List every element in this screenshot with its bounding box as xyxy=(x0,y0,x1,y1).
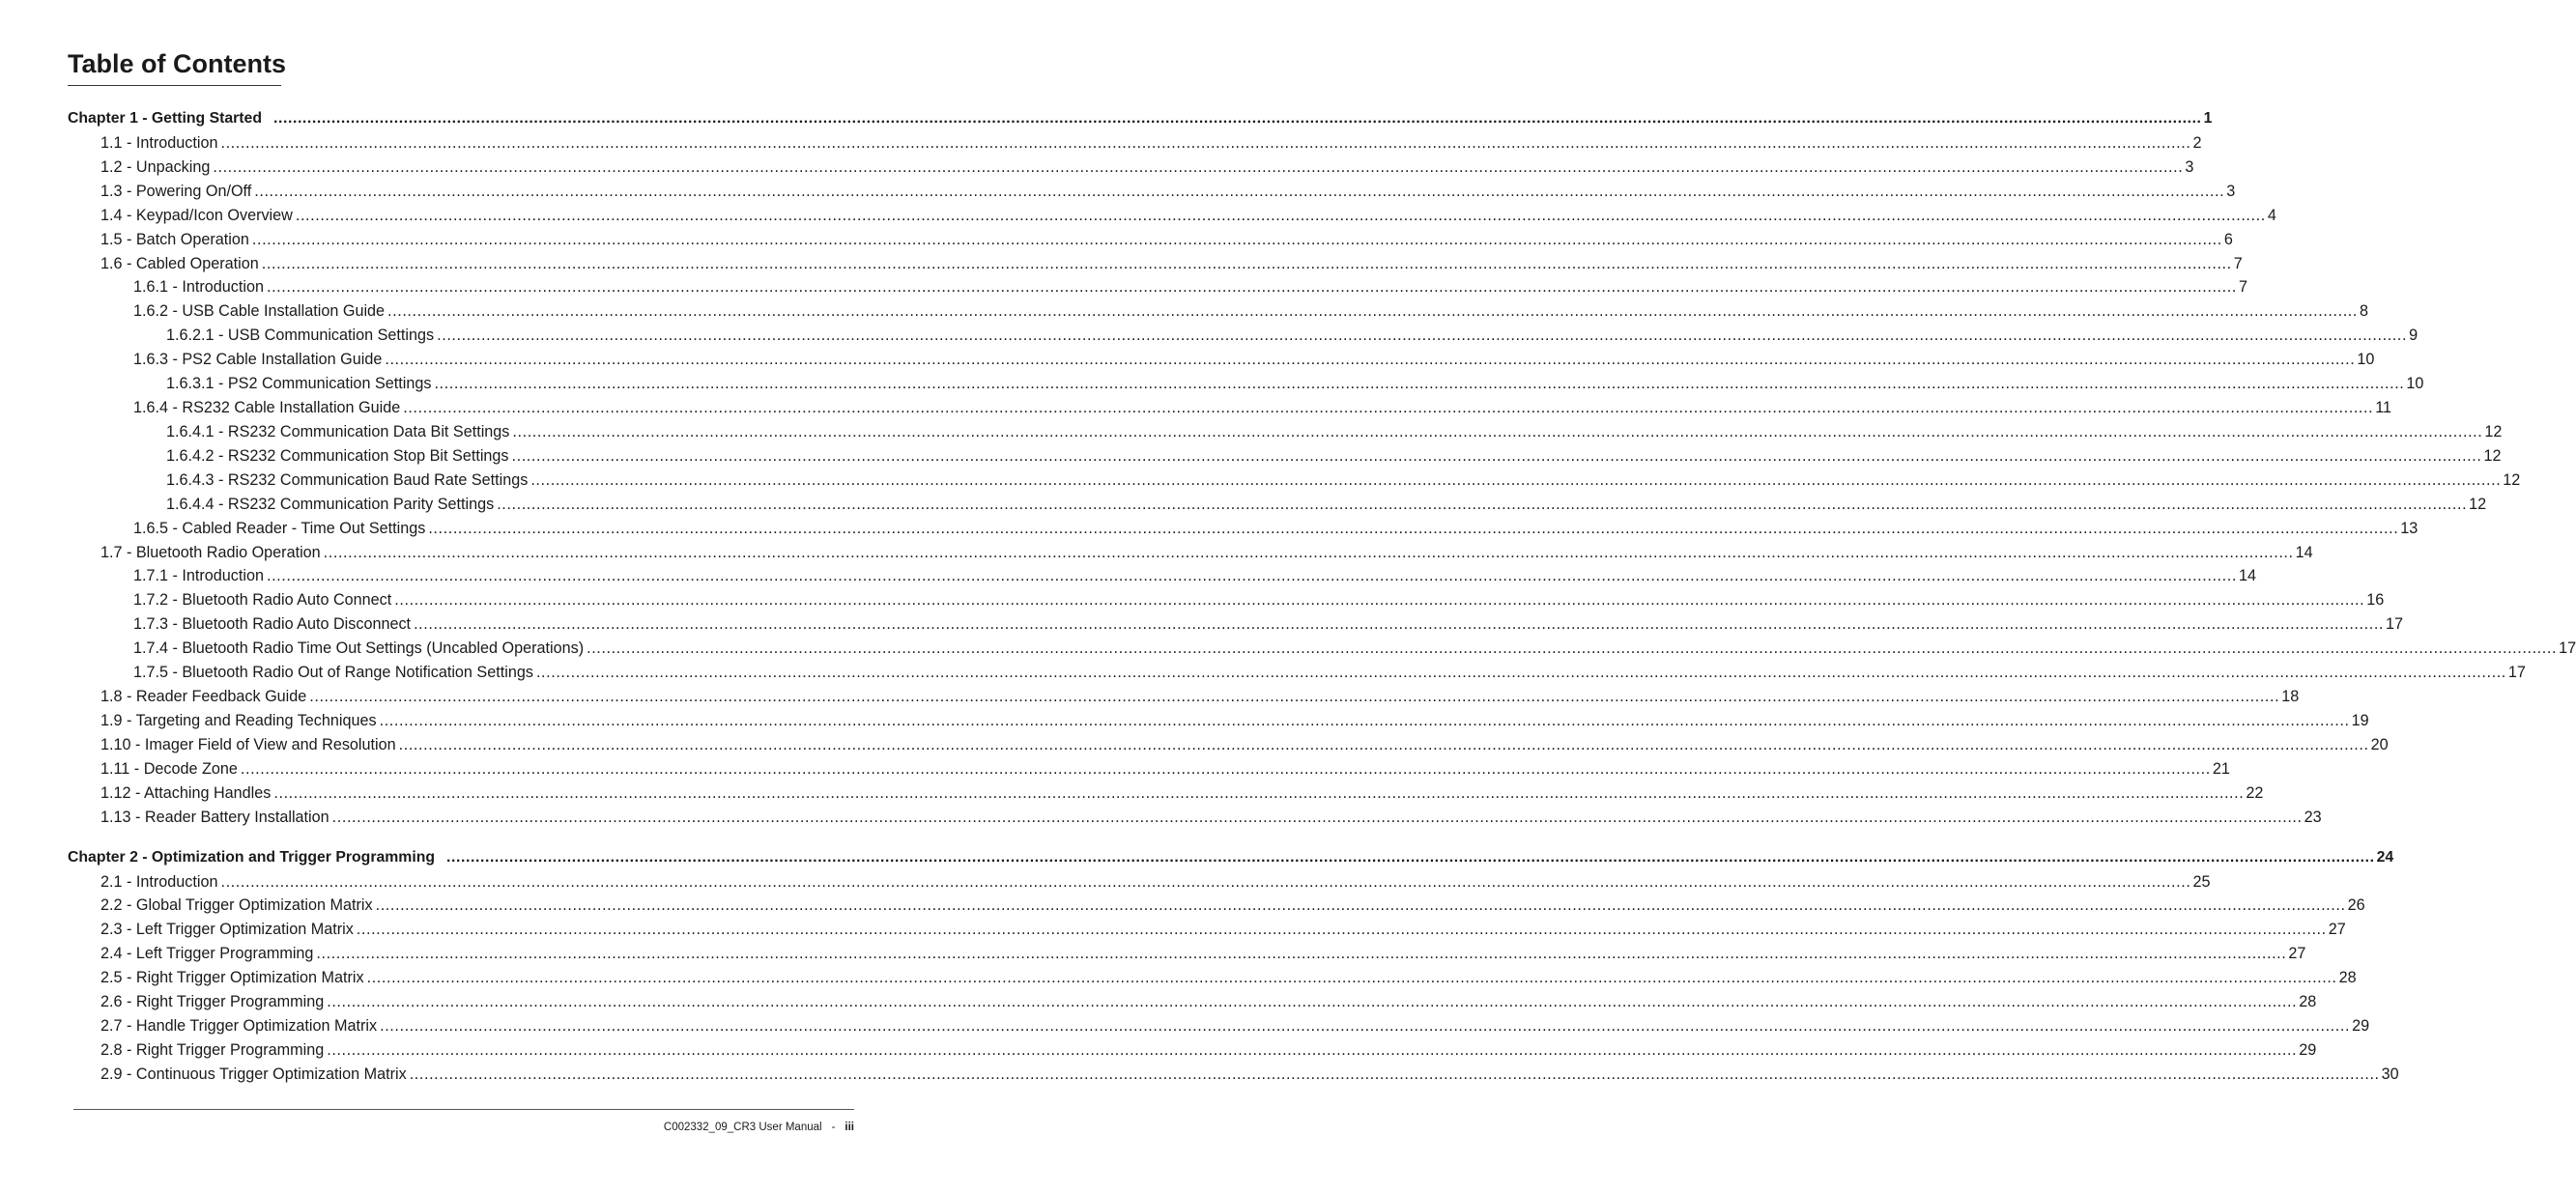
toc-dot-leader: ................................................................................................................................................................................................................................................................................................................................................................................................................ xyxy=(251,231,2222,248)
toc-entry-page-number: 7 xyxy=(2238,278,2247,296)
page-footer xyxy=(664,1120,854,1135)
toc-entry-title: 1.10 - Imager Field of View and Resolution xyxy=(100,736,396,753)
toc-dot-leader: ................................................................................................................................................................................................................................................................................................................................................................................................................ xyxy=(331,809,2303,826)
toc-entry-page-number: 3 xyxy=(2226,183,2236,200)
toc-dot-leader: ................................................................................................................................................................................................................................................................................................................................................................................................................ xyxy=(446,849,2375,866)
toc-entry[interactable] xyxy=(68,132,2202,154)
toc-entry-page-number: 11 xyxy=(2375,399,2392,416)
toc-entry-title: 1.11 - Decode Zone xyxy=(100,760,238,778)
toc-entry[interactable] xyxy=(68,1039,2317,1061)
toc-entry-page-number: 4 xyxy=(2267,207,2276,224)
toc-entry-page-number: 12 xyxy=(2469,496,2487,513)
toc-dot-leader: ................................................................................................................................................................................................................................................................................................................................................................................................................ xyxy=(385,351,2356,368)
toc-entry-title: 1.5 - Batch Operation xyxy=(100,231,249,248)
toc-entry[interactable] xyxy=(68,300,2369,322)
toc-entry[interactable] xyxy=(68,919,2346,940)
toc-dot-leader: ................................................................................................................................................................................................................................................................................................................................................................................................................ xyxy=(379,712,2350,729)
toc-entry[interactable] xyxy=(68,686,2300,707)
toc-entry-title: 1.1 - Introduction xyxy=(100,134,218,152)
toc-entry[interactable] xyxy=(68,373,2424,394)
toc-dot-leader: ................................................................................................................................................................................................................................................................................................................................................................................................................ xyxy=(327,993,2298,1010)
toc-entry[interactable] xyxy=(68,758,2230,780)
toc-entry[interactable] xyxy=(68,662,2526,683)
toc-dot-leader: ................................................................................................................................................................................................................................................................................................................................................................................................................ xyxy=(387,302,2359,320)
toc-entry-title: 1.7 - Bluetooth Radio Operation xyxy=(100,544,321,561)
toc-entry-page-number: 12 xyxy=(2484,423,2503,440)
toc-entry-title: 1.8 - Reader Feedback Guide xyxy=(100,688,307,705)
toc-chapter-entry[interactable] xyxy=(68,108,2213,129)
toc-entry-title: 1.6.4.3 - RS232 Communication Baud Rate Settings xyxy=(166,471,529,489)
toc-entry-title: 1.7.5 - Bluetooth Radio Out of Range Notification Settings xyxy=(133,664,533,681)
toc-dot-leader: ................................................................................................................................................................................................................................................................................................................................................................................................................ xyxy=(512,423,2483,440)
toc-dot-leader: ................................................................................................................................................................................................................................................................................................................................................................................................................ xyxy=(497,496,2468,513)
toc-entry-title: 1.13 - Reader Battery Installation xyxy=(100,809,329,826)
toc-entry-page-number: 2 xyxy=(2192,134,2202,152)
toc-entry[interactable] xyxy=(68,276,2247,298)
toc-dot-leader: ................................................................................................................................................................................................................................................................................................................................................................................................................ xyxy=(309,688,2280,705)
toc-entry-page-number: 17 xyxy=(2386,615,2404,633)
toc-entry-title: 2.2 - Global Trigger Optimization Matrix xyxy=(100,896,373,914)
toc-dot-leader: ................................................................................................................................................................................................................................................................................................................................................................................................................ xyxy=(356,921,2327,938)
toc-dot-leader: ................................................................................................................................................................................................................................................................................................................................................................................................................ xyxy=(273,784,2245,802)
toc-entry-page-number: 9 xyxy=(2409,327,2419,344)
toc-entry[interactable] xyxy=(68,710,2369,731)
toc-entry[interactable] xyxy=(68,638,2576,659)
toc-entry[interactable] xyxy=(68,494,2487,515)
toc-entry-title: 1.6.4.1 - RS232 Communication Data Bit Settings xyxy=(166,423,510,440)
toc-entry[interactable] xyxy=(68,349,2375,370)
toc-entry-page-number: 26 xyxy=(2347,896,2365,914)
toc-entry-title: Chapter 1 - Getting Started xyxy=(68,110,262,127)
toc-dot-leader: ................................................................................................................................................................................................................................................................................................................................................................................................................ xyxy=(434,375,2405,392)
toc-entry-title: 1.6.2 - USB Cable Installation Guide xyxy=(133,302,386,320)
toc-dot-leader: ................................................................................................................................................................................................................................................................................................................................................................................................................ xyxy=(511,447,2482,465)
toc-entry[interactable] xyxy=(68,1015,2370,1037)
footer-separator: - xyxy=(831,1122,836,1133)
toc-entry-title: 1.4 - Keypad/Icon Overview xyxy=(100,207,293,224)
footer-document-name: C002332_09_CR3 User Manual xyxy=(663,1122,822,1133)
toc-dot-leader: ................................................................................................................................................................................................................................................................................................................................................................................................................ xyxy=(398,736,2369,753)
toc-entry-page-number: 3 xyxy=(2185,158,2194,176)
toc-dot-leader: ................................................................................................................................................................................................................................................................................................................................................................................................................ xyxy=(428,520,2399,537)
toc-entry-page-number: 20 xyxy=(2370,736,2389,753)
toc-entry[interactable] xyxy=(68,181,2236,202)
toc-entry[interactable] xyxy=(68,156,2194,178)
toc-dot-leader: ................................................................................................................................................................................................................................................................................................................................................................................................................ xyxy=(316,945,2287,962)
toc-entry[interactable] xyxy=(68,253,2243,274)
toc-entry-title: 1.2 - Unpacking xyxy=(100,158,211,176)
toc-entry-page-number: 7 xyxy=(2233,255,2243,272)
toc-entry[interactable] xyxy=(68,943,2306,964)
toc-entry[interactable] xyxy=(68,565,2256,586)
toc-entry-title: 1.3 - Powering On/Off xyxy=(100,183,252,200)
toc-dot-leader: ................................................................................................................................................................................................................................................................................................................................................................................................................ xyxy=(587,639,2558,657)
toc-entry-page-number: 27 xyxy=(2288,945,2306,962)
toc-entry-page-number: 22 xyxy=(2246,784,2264,802)
toc-entry-page-number: 14 xyxy=(2238,567,2256,584)
toc-entry-title: 2.7 - Handle Trigger Optimization Matrix xyxy=(100,1017,378,1035)
toc-entry-title: 1.6 - Cabled Operation xyxy=(100,255,259,272)
toc-entry-page-number: 16 xyxy=(2366,591,2385,609)
toc-dot-leader: ................................................................................................................................................................................................................................................................................................................................................................................................................ xyxy=(437,327,2408,344)
toc-dot-leader: ................................................................................................................................................................................................................................................................................................................................................................................................................ xyxy=(375,896,2346,914)
toc-dot-leader: ................................................................................................................................................................................................................................................................................................................................................................................................................ xyxy=(535,664,2506,681)
toc-entry[interactable] xyxy=(68,734,2389,755)
toc-entry[interactable] xyxy=(68,782,2264,804)
toc-entry-title: 2.3 - Left Trigger Optimization Matrix xyxy=(100,921,354,938)
toc-entry[interactable] xyxy=(68,445,2502,467)
toc-entry[interactable] xyxy=(68,895,2365,916)
toc-dot-leader: ................................................................................................................................................................................................................................................................................................................................................................................................................ xyxy=(254,183,2225,200)
toc-entry-page-number: 14 xyxy=(2295,544,2313,561)
toc-dot-leader: ................................................................................................................................................................................................................................................................................................................................................................................................................ xyxy=(366,969,2337,986)
toc-entry-title: 1.6.2.1 - USB Communication Settings xyxy=(166,327,435,344)
toc-dot-leader: ................................................................................................................................................................................................................................................................................................................................................................................................................ xyxy=(380,1017,2351,1035)
toc-entry[interactable] xyxy=(68,871,2211,893)
toc-entry[interactable] xyxy=(68,421,2503,442)
toc-dot-leader: ................................................................................................................................................................................................................................................................................................................................................................................................................ xyxy=(220,873,2191,891)
toc-entry-title: 1.6.4.4 - RS232 Communication Parity Settings xyxy=(166,496,495,513)
toc-dot-leader: ................................................................................................................................................................................................................................................................................................................................................................................................................ xyxy=(261,255,2232,272)
toc-entry[interactable] xyxy=(68,469,2521,491)
footer-page-number: iii xyxy=(844,1122,854,1133)
toc-entry-page-number: 8 xyxy=(2360,302,2369,320)
toc-entry-title: 1.6.3 - PS2 Cable Installation Guide xyxy=(133,351,383,368)
toc-entry-page-number: 25 xyxy=(2192,873,2211,891)
toc-entry-title: 1.6.5 - Cabled Reader - Time Out Settings xyxy=(133,520,426,537)
toc-dot-leader: ................................................................................................................................................................................................................................................................................................................................................................................................................ xyxy=(414,615,2385,633)
toc-entry[interactable] xyxy=(68,397,2392,418)
toc-entry[interactable] xyxy=(68,229,2233,250)
toc-entry-title: 1.6.1 - Introduction xyxy=(133,278,264,296)
page-title: Table of Contents xyxy=(68,49,286,78)
toc-entry-page-number: 28 xyxy=(2299,993,2317,1010)
toc-entry[interactable] xyxy=(68,1064,2399,1085)
toc-entry-title: 1.6.3.1 - PS2 Communication Settings xyxy=(166,375,432,392)
toc-entry[interactable] xyxy=(68,542,2313,563)
toc-entry-page-number: 28 xyxy=(2338,969,2357,986)
toc-entry-title: 1.7.3 - Bluetooth Radio Auto Disconnect xyxy=(133,615,412,633)
toc-dot-leader: ................................................................................................................................................................................................................................................................................................................................................................................................................ xyxy=(323,544,2294,561)
toc-dot-leader: ................................................................................................................................................................................................................................................................................................................................................................................................................ xyxy=(266,567,2237,584)
toc-entry-title: 1.7.4 - Bluetooth Radio Time Out Settings (Uncabled Operations) xyxy=(133,639,585,657)
toc-entry[interactable] xyxy=(68,589,2385,611)
toc-entry-title: 2.6 - Right Trigger Programming xyxy=(100,993,325,1010)
toc-entry[interactable] xyxy=(68,967,2357,988)
toc-dot-leader: ................................................................................................................................................................................................................................................................................................................................................................................................................ xyxy=(327,1041,2298,1059)
toc-entry-title: 2.8 - Right Trigger Programming xyxy=(100,1041,325,1059)
toc-entry-page-number: 27 xyxy=(2328,921,2346,938)
toc-entry-title: 2.9 - Continuous Trigger Optimization Matrix xyxy=(100,1065,407,1083)
toc-entry[interactable] xyxy=(68,205,2276,226)
footer-divider xyxy=(73,1109,854,1110)
toc-dot-leader: ................................................................................................................................................................................................................................................................................................................................................................................................................ xyxy=(394,591,2365,609)
toc-entry-page-number: 18 xyxy=(2281,688,2300,705)
toc-entry-page-number: 29 xyxy=(2299,1041,2317,1059)
toc-entry-page-number: 10 xyxy=(2406,375,2424,392)
toc-entry-title: 1.12 - Attaching Handles xyxy=(100,784,272,802)
toc-entry-page-number: 23 xyxy=(2304,809,2322,826)
toc-entry-page-number: 12 xyxy=(2483,447,2502,465)
toc-entry-page-number: 10 xyxy=(2357,351,2375,368)
toc-dot-leader: ................................................................................................................................................................................................................................................................................................................................................................................................................ xyxy=(273,110,2202,127)
toc-entry-page-number: 19 xyxy=(2351,712,2369,729)
toc-dot-leader: ................................................................................................................................................................................................................................................................................................................................................................................................................ xyxy=(266,278,2237,296)
toc-entry[interactable] xyxy=(68,613,2404,635)
toc-entry-title: 1.6.4 - RS232 Cable Installation Guide xyxy=(133,399,401,416)
toc-dot-leader: ................................................................................................................................................................................................................................................................................................................................................................................................................ xyxy=(530,471,2502,489)
toc-dot-leader: ................................................................................................................................................................................................................................................................................................................................................................................................................ xyxy=(240,760,2211,778)
toc-entry-title: Chapter 2 - Optimization and Trigger Programming xyxy=(68,849,436,866)
toc-dot-leader: ................................................................................................................................................................................................................................................................................................................................................................................................................ xyxy=(403,399,2374,416)
toc-entry-page-number: 1 xyxy=(2203,110,2213,127)
toc-entry[interactable] xyxy=(68,325,2419,346)
toc-entry-page-number: 17 xyxy=(2559,639,2576,657)
toc-entry-page-number: 17 xyxy=(2507,664,2526,681)
toc-entry-page-number: 30 xyxy=(2381,1065,2399,1083)
toc-dot-leader: ................................................................................................................................................................................................................................................................................................................................................................................................................ xyxy=(220,134,2191,152)
toc-entry-title: 2.4 - Left Trigger Programming xyxy=(100,945,314,962)
toc-entry-title: 2.5 - Right Trigger Optimization Matrix xyxy=(100,969,364,986)
toc-entry-page-number: 12 xyxy=(2503,471,2521,489)
toc-entry-title: 1.7.1 - Introduction xyxy=(133,567,264,584)
toc-entry-title: 1.9 - Targeting and Reading Techniques xyxy=(100,712,377,729)
toc-entry[interactable] xyxy=(68,807,2322,828)
toc-entry[interactable] xyxy=(68,991,2317,1012)
toc-entry[interactable] xyxy=(68,518,2419,539)
toc-dot-leader: ................................................................................................................................................................................................................................................................................................................................................................................................................ xyxy=(213,158,2184,176)
toc-entry-title: 2.1 - Introduction xyxy=(100,873,218,891)
toc-entry-title: 1.6.4.2 - RS232 Communication Stop Bit Settings xyxy=(166,447,509,465)
toc-entry-page-number: 21 xyxy=(2212,760,2230,778)
toc-entry-page-number: 6 xyxy=(2223,231,2233,248)
toc-dot-leader: ................................................................................................................................................................................................................................................................................................................................................................................................................ xyxy=(409,1065,2380,1083)
toc-entry-title: 1.7.2 - Bluetooth Radio Auto Connect xyxy=(133,591,392,609)
toc-entry-page-number: 24 xyxy=(2376,849,2394,866)
toc-entry-page-number: 13 xyxy=(2400,520,2419,537)
toc-chapter-entry[interactable] xyxy=(68,847,2394,868)
toc-entry-page-number: 29 xyxy=(2352,1017,2370,1035)
toc-dot-leader: ................................................................................................................................................................................................................................................................................................................................................................................................................ xyxy=(295,207,2266,224)
